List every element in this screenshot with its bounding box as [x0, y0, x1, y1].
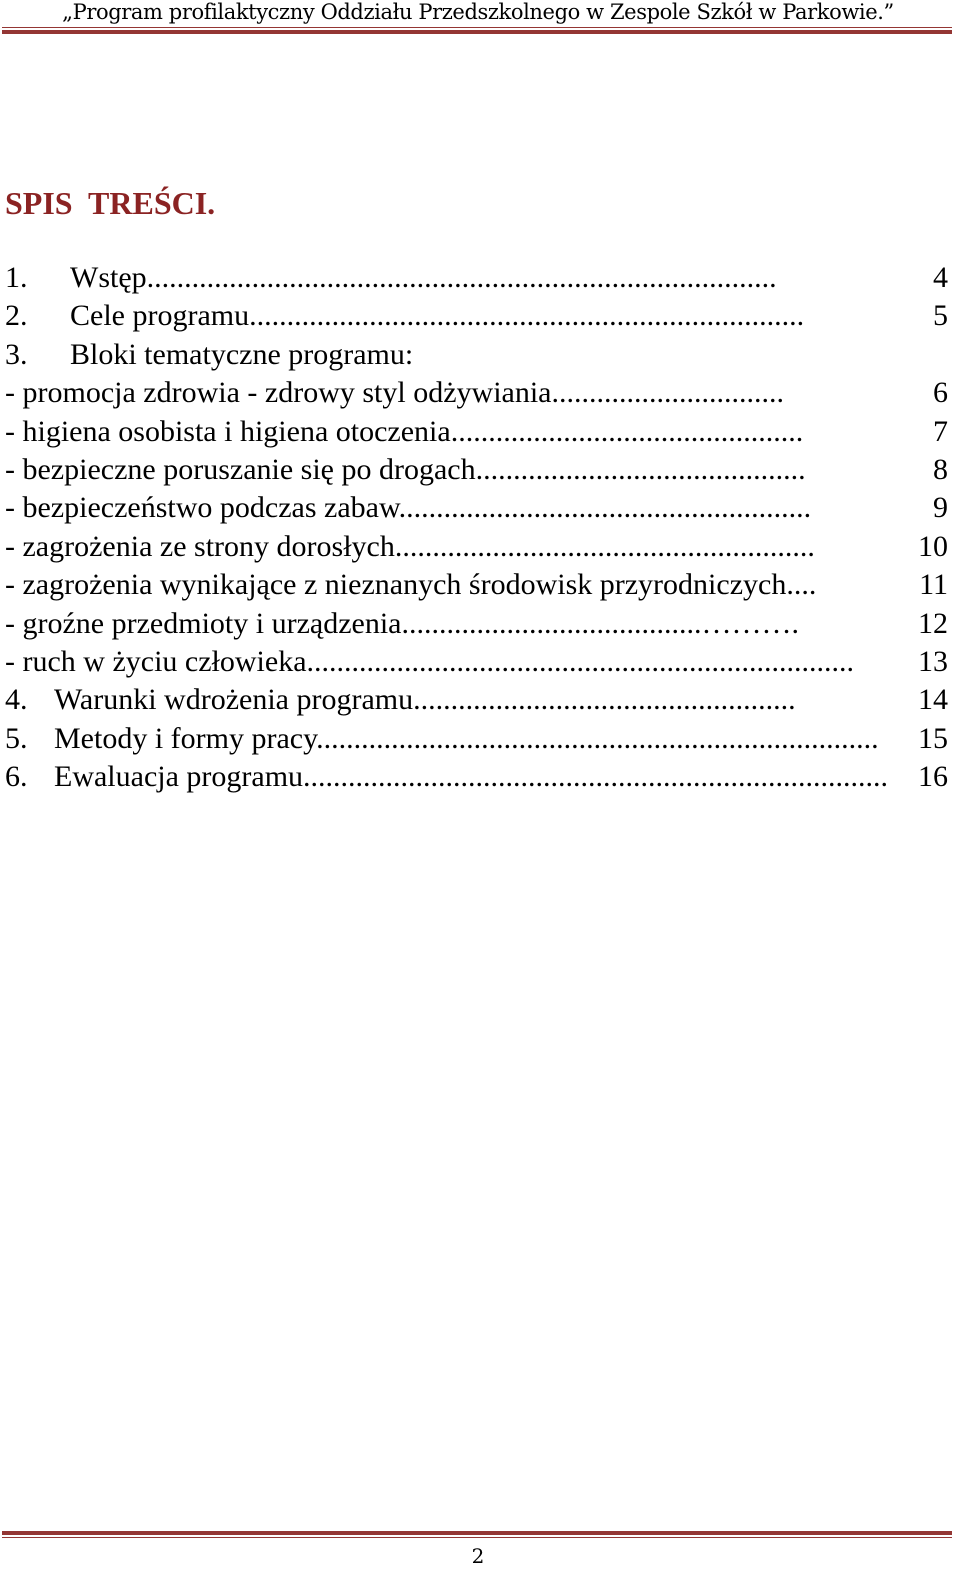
- toc-entry: [0, 451, 960, 489]
- toc-entry-number: 3.: [5, 337, 28, 371]
- toc-entry: [0, 720, 960, 758]
- toc-entry: [0, 605, 960, 643]
- toc-entry-number: 5.: [5, 721, 28, 755]
- toc-entry-page: 15: [918, 721, 948, 755]
- toc-entry-number: 6.: [5, 760, 28, 794]
- toc-entry-label: Cele programu..........................................................................: [70, 299, 805, 333]
- toc-title: SPIS TREŚCI.: [5, 185, 216, 221]
- toc-entry-page: 11: [919, 568, 948, 602]
- toc-entry: [0, 374, 960, 412]
- toc-entry-label: Warunki wdrożenia programu...................................................: [54, 683, 796, 717]
- toc-entry: [0, 259, 960, 297]
- footer-rule: [2, 1531, 952, 1538]
- toc-entry-label: - zagrożenia ze strony dorosłych........................................................: [5, 529, 815, 563]
- toc-entry: [0, 297, 960, 335]
- toc-entry-number: 2.: [5, 299, 28, 333]
- table-of-contents: [0, 259, 960, 796]
- toc-entry-label: - ruch w życiu człowieka.........................................................................: [5, 644, 855, 678]
- toc-entry-page: 16: [918, 760, 948, 794]
- toc-entry-page: 13: [918, 644, 948, 678]
- toc-entry: [0, 336, 960, 374]
- toc-entry-label: Wstęp....................................................................................: [70, 261, 777, 294]
- toc-entry-page: 6: [933, 376, 948, 410]
- toc-entry-label: Bloki tematyczne programu:: [70, 337, 414, 371]
- toc-entry: [0, 643, 960, 681]
- toc-entry: [0, 528, 960, 566]
- toc-entry-label: Ewaluacja programu..............................................................................: [54, 760, 889, 794]
- toc-entry-label: Metody i formy pracy...........................................................................: [54, 721, 879, 755]
- toc-entry-label: - groźne przedmioty i urządzenia........................................……….: [5, 606, 799, 640]
- toc-entry-page: 8: [933, 452, 948, 486]
- page-number: 2: [471, 1544, 485, 1568]
- toc-entry: [0, 758, 960, 796]
- toc-entry-number: 1.: [5, 261, 28, 294]
- toc-entry-page: 14: [918, 683, 948, 717]
- toc-entry-number: 4.: [5, 683, 28, 717]
- toc-entry-page: 5: [933, 299, 948, 333]
- toc-entry-label: - zagrożenia wynikające z nieznanych środowisk przyrodniczych....: [5, 568, 817, 602]
- toc-entry: [0, 566, 960, 604]
- header-rule: [2, 27, 952, 34]
- toc-entry-page: 4: [933, 261, 948, 294]
- toc-entry-page: 12: [918, 606, 948, 640]
- toc-entry-page: 10: [918, 529, 948, 563]
- toc-entry-page: 7: [933, 414, 948, 448]
- toc-entry-label: - bezpieczne poruszanie się po drogach............................................: [5, 452, 806, 486]
- toc-entry-label: - higiena osobista i higiena otoczenia...............................................: [5, 414, 804, 448]
- toc-entry: [0, 681, 960, 719]
- toc-entry-label: - bezpieczeństwo podczas zabaw.......................................................: [5, 491, 812, 525]
- toc-entry: [0, 413, 960, 451]
- toc-entry-label: - promocja zdrowia - zdrowy styl odżywiania...............................: [5, 376, 784, 410]
- running-header: „Program profilaktyczny Oddziału Przedszkolnego w Zespole Szkół w Parkowie.”: [62, 0, 894, 24]
- toc-entry: [0, 489, 960, 527]
- toc-entry-page: 9: [933, 491, 948, 525]
